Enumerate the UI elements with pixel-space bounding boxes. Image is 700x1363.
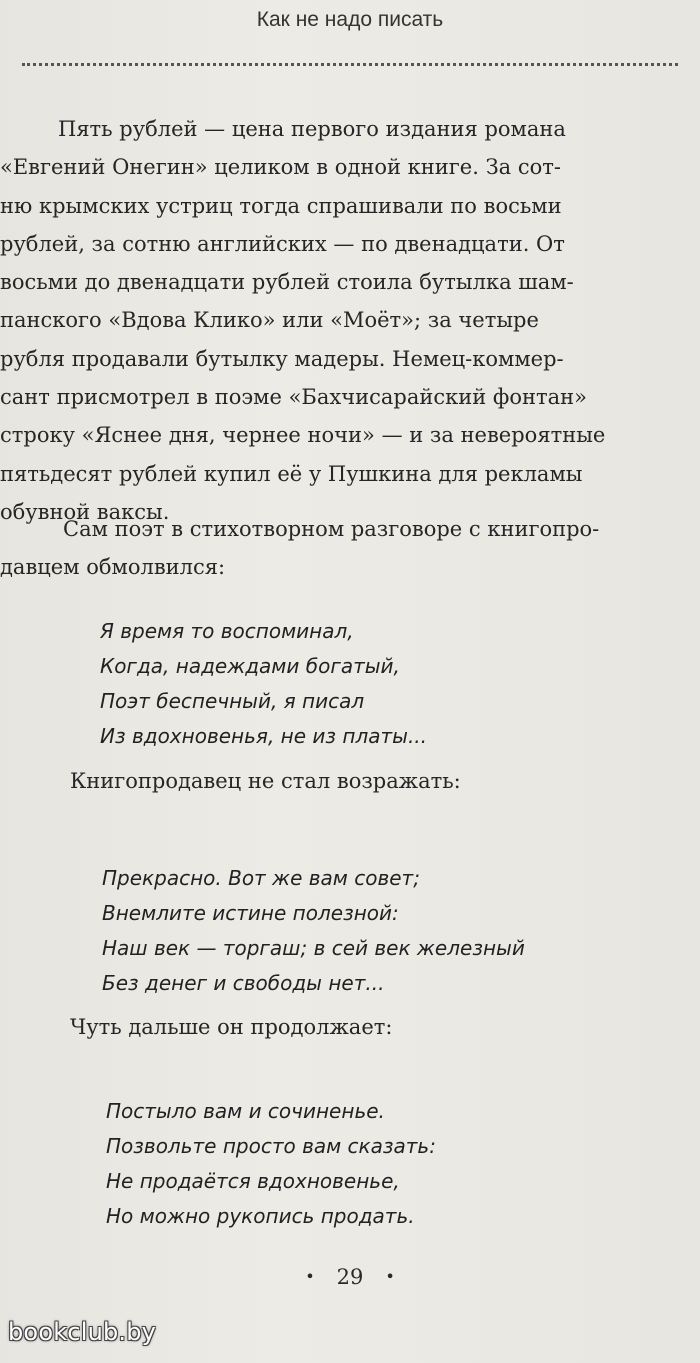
paragraph-line: рубля продавали бутылку мадеры. Немец-коммер- — [0, 346, 564, 371]
lead-text-3: Чуть дальше он продолжает: — [70, 1015, 393, 1039]
lead-text-2: Книгопродавец не стал возражать: — [70, 769, 461, 793]
paragraph-line: Пять рублей — цена первого издания романа — [58, 117, 566, 141]
verse-line: Наш век — торгаш; в сей век железный — [102, 936, 525, 960]
running-title: Как не надо писать — [256, 8, 444, 31]
verse-line: Из вдохновенья, не из платы... — [100, 724, 428, 748]
verse-line: Я время то воспоминал, — [100, 619, 354, 643]
paragraph-line: строку «Яснее дня, чернее ночи» — и за невероятные — [0, 423, 606, 448]
verse-line: Внемлите истине полезной: — [102, 901, 399, 925]
bullet-icon: • — [385, 1267, 395, 1286]
paragraph-line: ню крымских устриц тогда спрашивали по восьми — [0, 193, 562, 218]
paragraph-line: рублей, за сотню английских — по двенадцати. От — [0, 231, 565, 256]
verse-quote-1 — [100, 614, 427, 754]
paragraph-line: «Евгений Онегин» целиком в одной книге. За сот- — [0, 155, 561, 180]
verse-line: Но можно рукопись продать. — [106, 1204, 415, 1228]
verse-line: Прекрасно. Вот же вам совет; — [102, 866, 420, 890]
paragraph-line: Сам поэт в стихотворном разговоре с книгопро- — [63, 517, 600, 541]
paragraph-line: панского «Вдова Клико» или «Моёт»; за четыре — [0, 308, 539, 333]
paragraph-1 — [0, 110, 694, 531]
paragraph-line: давцем обмолвился: — [0, 555, 226, 580]
dotted-divider — [22, 63, 678, 66]
verse-line: Постыло вам и сочиненье. — [106, 1099, 385, 1123]
page-number-value: 29 — [336, 1265, 364, 1289]
paragraph-line: пятьдесят рублей купил её у Пушкина для рекламы — [0, 461, 583, 486]
verse-line: Когда, надеждами богатый, — [100, 654, 400, 678]
verse-line: Поэт беспечный, я писал — [100, 689, 365, 713]
verse-quote-3 — [106, 1094, 436, 1234]
verse-line: Позвольте просто вам сказать: — [106, 1134, 436, 1158]
verse-quote-2 — [102, 861, 525, 1001]
verse-line: Не продаётся вдохновенье, — [106, 1169, 400, 1193]
verse-line: Без денег и свободы нет... — [102, 971, 385, 995]
paragraph-line: восьми до двенадцати рублей стоила бутылка шам- — [0, 270, 574, 295]
paragraph-line: обувной ваксы. — [0, 499, 170, 524]
bullet-icon: • — [305, 1267, 315, 1286]
paragraph-line: сант присмотрел в поэме «Бахчисарайский фонтан» — [0, 385, 587, 410]
watermark: bookclub.by — [8, 1318, 157, 1346]
page-number — [0, 1265, 700, 1289]
